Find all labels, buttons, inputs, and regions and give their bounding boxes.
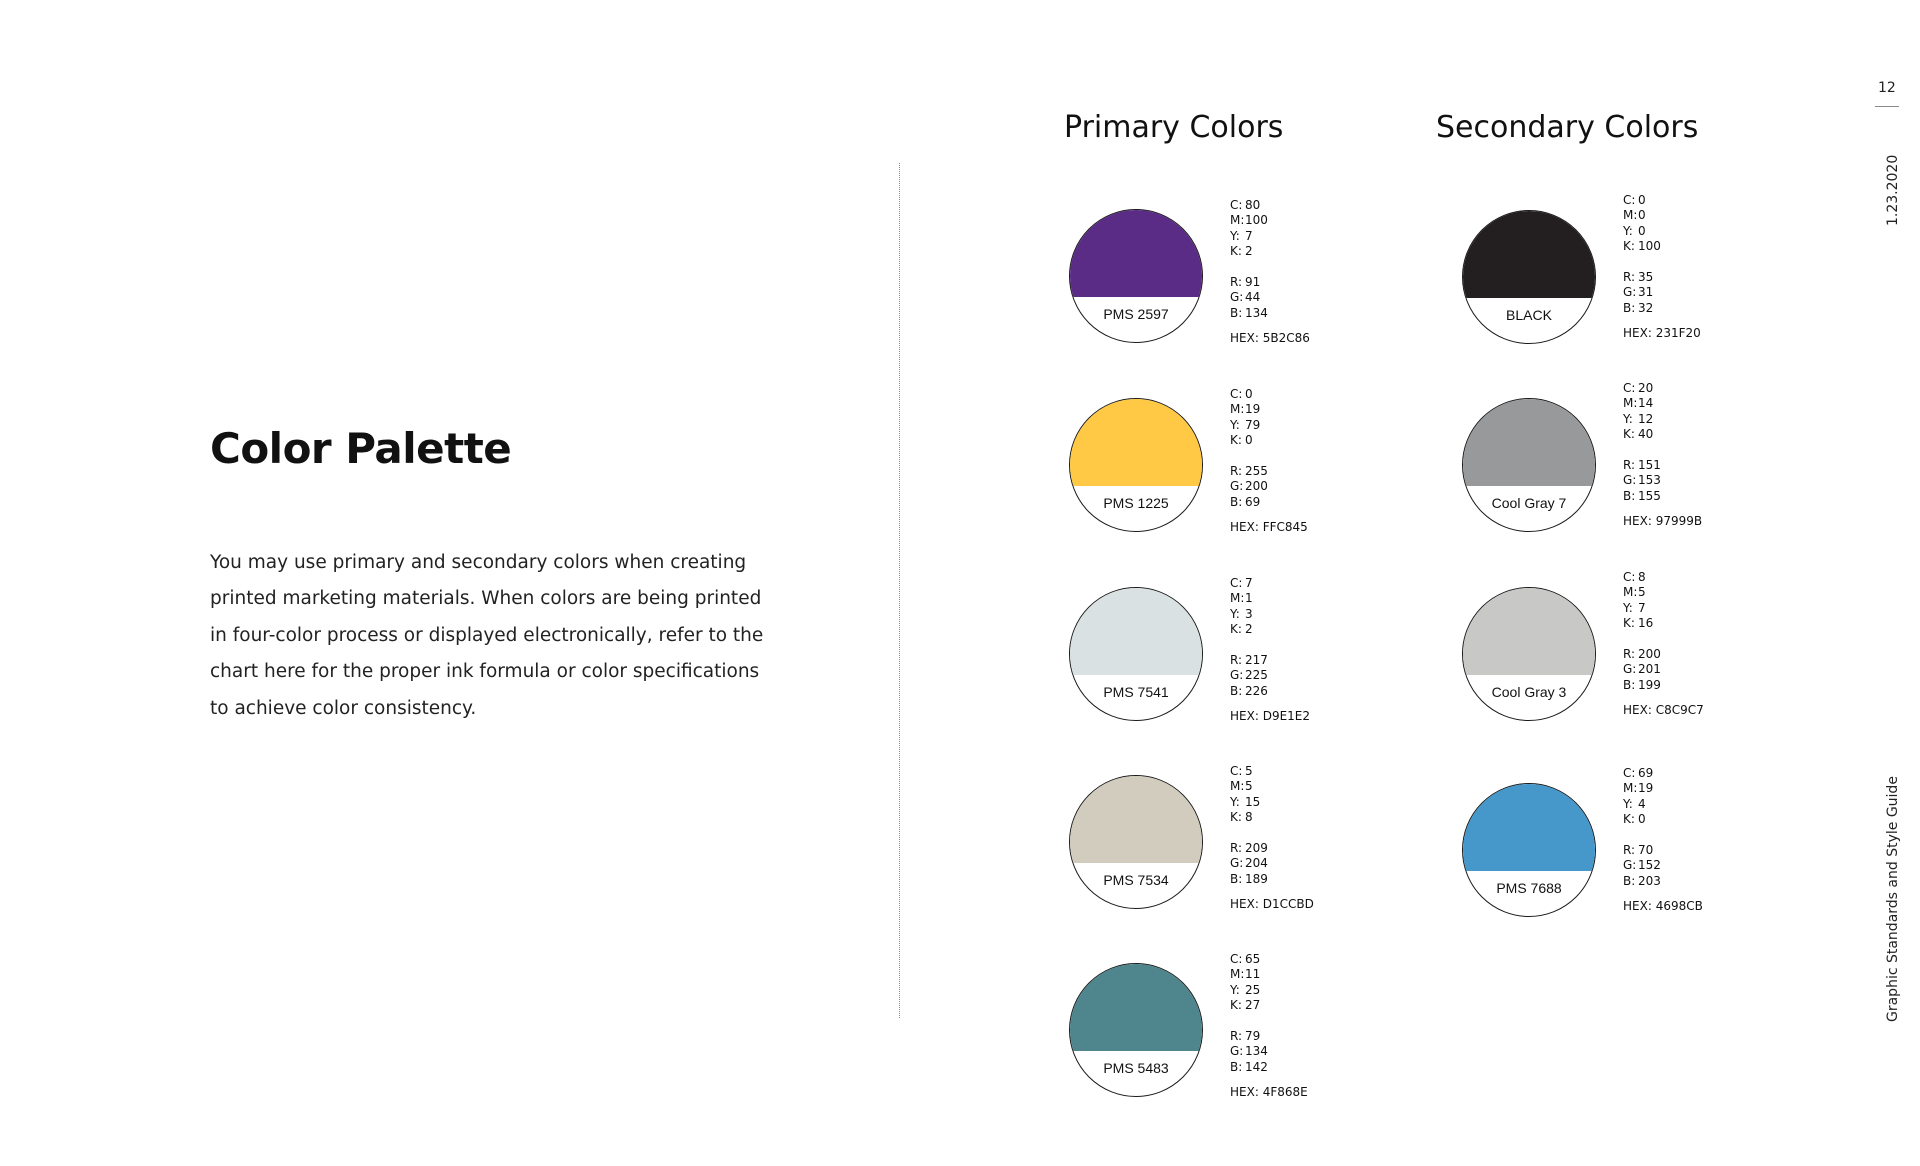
swatch-name-label: PMS 1225 — [1103, 495, 1169, 511]
swatch-name-label: BLACK — [1506, 307, 1552, 323]
spec-y-key: Y: — [1623, 600, 1633, 615]
spec-b-line — [1623, 874, 1773, 889]
spec-hex-line — [1230, 897, 1380, 912]
spec-g-line — [1623, 858, 1773, 873]
spec-k-key: K: — [1623, 238, 1635, 253]
spec-y-line — [1230, 983, 1380, 998]
spec-m-line — [1230, 779, 1380, 794]
spec-hex-line — [1230, 1085, 1380, 1100]
spec-c-key: C: — [1230, 764, 1243, 778]
spec-m-value: 0 — [1638, 208, 1646, 223]
spec-y-key: Y: — [1230, 417, 1240, 432]
spec-y-line — [1623, 797, 1773, 812]
page-title: Color Palette — [210, 424, 512, 473]
spec-r-line — [1230, 1029, 1380, 1044]
spec-y-value: 4 — [1638, 796, 1646, 811]
spec-b-line — [1230, 872, 1380, 887]
spec-spacer — [1623, 442, 1773, 458]
spec-c-line — [1230, 198, 1380, 213]
spec-hex-value: 231F20 — [1655, 326, 1701, 341]
color-swatch-block — [1069, 387, 1379, 567]
spec-c-key: C: — [1230, 198, 1243, 212]
spec-c-line — [1623, 570, 1773, 585]
spec-m-line — [1230, 402, 1380, 417]
spec-c-key: C: — [1230, 387, 1243, 401]
spec-r-line — [1230, 464, 1380, 479]
spec-hex-value: C8C9C7 — [1655, 703, 1704, 718]
document-title: Graphic Standards and Style Guide — [1885, 776, 1901, 1022]
color-specs — [1623, 193, 1773, 341]
spec-c-value: 5 — [1245, 764, 1253, 778]
spec-k-key: K: — [1230, 432, 1242, 447]
spec-k-key: K: — [1623, 426, 1635, 441]
spec-y-value: 3 — [1245, 606, 1253, 621]
spec-spacer — [1623, 631, 1773, 647]
spec-g-line — [1230, 290, 1380, 305]
spec-r-value: 35 — [1638, 270, 1654, 285]
color-swatch-fill — [1463, 211, 1595, 298]
spec-m-key: M: — [1230, 402, 1245, 417]
spec-spacer — [1230, 699, 1380, 709]
spec-hex-line — [1623, 326, 1773, 341]
spec-y-line — [1230, 607, 1380, 622]
spec-m-line — [1623, 781, 1773, 796]
spec-c-line — [1623, 193, 1773, 208]
spec-m-value: 14 — [1638, 396, 1654, 411]
spec-m-line — [1230, 591, 1380, 606]
spec-r-value: 79 — [1245, 1029, 1261, 1044]
spec-m-key: M: — [1230, 967, 1245, 982]
color-swatch-circle — [1069, 587, 1203, 721]
spec-c-line — [1230, 387, 1380, 402]
page-intro-text: You may use primary and secondary colors when creating printed marketing materials. When colors are being printed in four-color process or displayed electronically, refer to the chart here for the proper ink formula or color specifications to achieve color consistency. — [210, 551, 764, 719]
spec-k-line — [1623, 239, 1773, 254]
spec-y-value: 0 — [1638, 223, 1646, 238]
spec-c-value: 80 — [1245, 198, 1261, 212]
spec-r-line — [1623, 843, 1773, 858]
spec-spacer — [1230, 510, 1380, 520]
spec-k-value: 0 — [1245, 432, 1253, 447]
spec-spacer — [1230, 448, 1380, 464]
spec-g-key: G: — [1623, 473, 1637, 488]
spec-spacer — [1623, 504, 1773, 514]
spec-g-value: 134 — [1245, 1044, 1268, 1059]
spec-k-line — [1623, 812, 1773, 827]
color-swatch-circle — [1069, 963, 1203, 1097]
color-swatch-circle — [1069, 209, 1203, 343]
color-swatch-block — [1069, 198, 1379, 378]
swatch-name-label: PMS 7534 — [1103, 872, 1169, 888]
swatch-name-label: PMS 7688 — [1496, 880, 1562, 896]
spec-y-value: 7 — [1245, 228, 1253, 243]
spec-m-key: M: — [1230, 213, 1245, 228]
spec-b-value: 32 — [1638, 300, 1654, 315]
spec-y-line — [1230, 795, 1380, 810]
spec-hex-key: HEX: — [1230, 520, 1259, 535]
spec-y-line — [1623, 412, 1773, 427]
spec-hex-line — [1623, 514, 1773, 529]
spec-r-value: 151 — [1638, 458, 1661, 473]
spec-c-value: 20 — [1638, 381, 1654, 395]
spec-m-value: 5 — [1638, 585, 1646, 600]
color-swatch-block — [1069, 952, 1379, 1132]
spec-g-value: 31 — [1638, 285, 1654, 300]
spec-g-value: 200 — [1245, 479, 1268, 494]
spec-c-key: C: — [1230, 576, 1243, 590]
spec-c-line — [1230, 952, 1380, 967]
spec-r-value: 91 — [1245, 275, 1261, 290]
spec-k-line — [1230, 998, 1380, 1013]
spec-spacer — [1230, 637, 1380, 653]
spec-g-key: G: — [1230, 856, 1244, 871]
spec-k-key: K: — [1230, 621, 1242, 636]
spec-b-value: 203 — [1638, 873, 1661, 888]
spec-b-value: 69 — [1245, 494, 1261, 509]
spec-hex-key: HEX: — [1623, 514, 1652, 529]
spec-g-value: 44 — [1245, 290, 1261, 305]
spec-c-value: 7 — [1245, 576, 1253, 590]
spec-m-value: 5 — [1245, 779, 1253, 794]
page-number-rule — [1875, 106, 1899, 107]
spec-c-value: 65 — [1245, 952, 1261, 966]
spec-hex-key: HEX: — [1230, 1085, 1259, 1100]
spec-hex-value: D1CCBD — [1262, 897, 1314, 912]
color-swatch-fill — [1070, 210, 1202, 297]
spec-b-line — [1230, 684, 1380, 699]
document-date: 1.23.2020 — [1885, 154, 1901, 226]
spec-c-line — [1623, 381, 1773, 396]
spec-g-key: G: — [1623, 662, 1637, 677]
spec-spacer — [1623, 254, 1773, 270]
color-specs — [1230, 952, 1380, 1100]
spec-k-value: 0 — [1638, 811, 1646, 826]
spec-hex-line — [1230, 331, 1380, 346]
spec-r-value: 255 — [1245, 464, 1268, 479]
spec-k-key: K: — [1230, 243, 1242, 258]
spec-y-key: Y: — [1623, 223, 1633, 238]
color-swatch-block — [1069, 576, 1379, 756]
color-swatch-block — [1462, 570, 1772, 750]
spec-g-line — [1623, 285, 1773, 300]
spec-m-line — [1623, 396, 1773, 411]
color-swatch-fill — [1070, 588, 1202, 675]
spec-spacer — [1230, 1075, 1380, 1085]
color-swatch-circle — [1462, 210, 1596, 344]
spec-hex-value: D9E1E2 — [1262, 709, 1311, 724]
spec-r-value: 209 — [1245, 841, 1268, 856]
spec-k-line — [1230, 810, 1380, 825]
spec-m-key: M: — [1623, 585, 1638, 600]
color-specs — [1230, 387, 1380, 535]
color-specs — [1230, 764, 1380, 912]
color-swatch-circle — [1069, 398, 1203, 532]
spec-c-key: C: — [1230, 952, 1243, 966]
spec-y-key: Y: — [1230, 794, 1240, 809]
spec-b-key: B: — [1230, 871, 1243, 886]
spec-m-line — [1623, 585, 1773, 600]
spec-hex-line — [1623, 703, 1773, 718]
spec-b-value: 155 — [1638, 488, 1661, 503]
spec-b-line — [1623, 678, 1773, 693]
spec-m-value: 100 — [1245, 213, 1268, 228]
color-swatch-circle — [1069, 775, 1203, 909]
spec-b-key: B: — [1623, 677, 1636, 692]
spec-b-line — [1623, 489, 1773, 504]
color-swatch-fill — [1463, 784, 1595, 871]
spec-k-value: 40 — [1638, 426, 1654, 441]
color-swatch-circle — [1462, 783, 1596, 917]
spec-k-line — [1230, 244, 1380, 259]
swatch-name-label: PMS 7541 — [1103, 684, 1169, 700]
spec-b-value: 134 — [1245, 305, 1268, 320]
spec-r-key: R: — [1623, 458, 1636, 473]
spec-k-key: K: — [1230, 809, 1242, 824]
spec-spacer — [1623, 316, 1773, 326]
spec-k-key: K: — [1230, 997, 1242, 1012]
spec-b-key: B: — [1623, 300, 1636, 315]
spec-k-value: 16 — [1638, 615, 1654, 630]
spec-g-line — [1623, 662, 1773, 677]
spec-g-key: G: — [1230, 668, 1244, 683]
spec-g-value: 204 — [1245, 856, 1268, 871]
spec-c-value: 0 — [1638, 193, 1646, 207]
spec-m-key: M: — [1623, 208, 1638, 223]
spec-k-line — [1623, 427, 1773, 442]
color-swatch-block — [1462, 766, 1772, 946]
spec-c-value: 8 — [1638, 570, 1646, 584]
spec-hex-value: 4698CB — [1655, 899, 1703, 914]
spec-g-value: 153 — [1638, 473, 1661, 488]
spec-m-line — [1623, 208, 1773, 223]
page-number: 12 — [1878, 80, 1896, 96]
spec-y-value: 7 — [1638, 600, 1646, 615]
spec-r-line — [1230, 275, 1380, 290]
color-specs — [1230, 576, 1380, 724]
spec-m-line — [1230, 213, 1380, 228]
spec-c-line — [1230, 576, 1380, 591]
spec-c-key: C: — [1623, 766, 1636, 780]
spec-y-key: Y: — [1230, 982, 1240, 997]
spec-b-line — [1230, 306, 1380, 321]
spec-g-key: G: — [1230, 290, 1244, 305]
spec-hex-key: HEX: — [1230, 709, 1259, 724]
spec-hex-key: HEX: — [1623, 326, 1652, 341]
color-swatch-fill — [1463, 588, 1595, 675]
spec-b-line — [1230, 1060, 1380, 1075]
color-swatch-fill — [1463, 399, 1595, 486]
spec-y-key: Y: — [1230, 228, 1240, 243]
spec-m-value: 11 — [1245, 967, 1261, 982]
spec-spacer — [1623, 693, 1773, 703]
spec-hex-key: HEX: — [1230, 897, 1259, 912]
color-swatch-block — [1462, 193, 1772, 373]
spec-g-line — [1230, 856, 1380, 871]
spec-g-line — [1623, 473, 1773, 488]
spec-y-line — [1230, 229, 1380, 244]
spec-k-key: K: — [1623, 811, 1635, 826]
spec-c-value: 69 — [1638, 766, 1654, 780]
spec-c-key: C: — [1623, 381, 1636, 395]
spec-r-value: 217 — [1245, 653, 1268, 668]
spec-c-line — [1230, 764, 1380, 779]
spec-g-line — [1230, 479, 1380, 494]
spec-r-line — [1230, 653, 1380, 668]
spec-r-key: R: — [1230, 653, 1243, 668]
spec-b-value: 199 — [1638, 677, 1661, 692]
spec-g-value: 152 — [1638, 858, 1661, 873]
spec-m-key: M: — [1230, 779, 1245, 794]
color-swatch-block — [1462, 381, 1772, 561]
spec-k-value: 8 — [1245, 809, 1253, 824]
spec-y-value: 12 — [1638, 411, 1654, 426]
spec-m-value: 19 — [1638, 781, 1654, 796]
color-swatch-fill — [1070, 776, 1202, 863]
spec-r-line — [1230, 841, 1380, 856]
spec-k-value: 2 — [1245, 243, 1253, 258]
secondary-colors-heading: Secondary Colors — [1436, 110, 1699, 145]
spec-k-line — [1230, 622, 1380, 637]
color-specs — [1230, 198, 1380, 346]
spec-g-key: G: — [1230, 1044, 1244, 1059]
spec-hex-line — [1623, 899, 1773, 914]
spec-m-key: M: — [1623, 396, 1638, 411]
spec-r-value: 70 — [1638, 843, 1654, 858]
spec-b-line — [1623, 301, 1773, 316]
spec-y-line — [1623, 601, 1773, 616]
color-specs — [1623, 570, 1773, 718]
spec-spacer — [1230, 887, 1380, 897]
spec-spacer — [1230, 259, 1380, 275]
spec-y-key: Y: — [1230, 606, 1240, 621]
primary-colors-heading: Primary Colors — [1064, 110, 1284, 145]
spec-m-value: 19 — [1245, 402, 1261, 417]
color-swatch-circle — [1462, 398, 1596, 532]
spec-k-value: 27 — [1245, 997, 1261, 1012]
spec-b-value: 189 — [1245, 871, 1268, 886]
spec-y-value: 15 — [1245, 794, 1261, 809]
swatch-name-label: PMS 2597 — [1103, 306, 1169, 322]
spec-k-value: 100 — [1638, 238, 1661, 253]
spec-b-key: B: — [1230, 1059, 1243, 1074]
color-swatch-block — [1069, 764, 1379, 944]
spec-m-line — [1230, 967, 1380, 982]
spec-k-key: K: — [1623, 615, 1635, 630]
spec-r-key: R: — [1230, 275, 1243, 290]
spec-k-line — [1230, 433, 1380, 448]
spec-hex-key: HEX: — [1623, 703, 1652, 718]
spec-hex-key: HEX: — [1230, 331, 1259, 346]
spec-g-key: G: — [1623, 858, 1637, 873]
spec-r-key: R: — [1623, 647, 1636, 662]
spec-r-key: R: — [1230, 1029, 1243, 1044]
spec-g-line — [1230, 668, 1380, 683]
spec-b-value: 142 — [1245, 1059, 1268, 1074]
spec-y-line — [1623, 224, 1773, 239]
spec-hex-line — [1230, 709, 1380, 724]
color-swatch-circle — [1462, 587, 1596, 721]
spec-r-key: R: — [1230, 841, 1243, 856]
spec-y-value: 79 — [1245, 417, 1261, 432]
spec-b-line — [1230, 495, 1380, 510]
spec-spacer — [1230, 1013, 1380, 1029]
spec-r-line — [1623, 458, 1773, 473]
spec-hex-value: 97999B — [1655, 514, 1703, 529]
color-swatch-fill — [1070, 399, 1202, 486]
spec-r-key: R: — [1623, 843, 1636, 858]
spec-hex-key: HEX: — [1623, 899, 1652, 914]
spec-r-key: R: — [1230, 464, 1243, 479]
spec-c-key: C: — [1623, 193, 1636, 207]
spec-g-key: G: — [1623, 285, 1637, 300]
spec-m-key: M: — [1230, 591, 1245, 606]
spec-y-value: 25 — [1245, 982, 1261, 997]
spec-r-key: R: — [1623, 270, 1636, 285]
spec-hex-value: 4F868E — [1262, 1085, 1308, 1100]
spec-b-key: B: — [1623, 488, 1636, 503]
spec-spacer — [1623, 889, 1773, 899]
dotted-divider — [899, 163, 900, 1018]
spec-b-key: B: — [1230, 494, 1243, 509]
spec-c-value: 0 — [1245, 387, 1253, 401]
swatch-name-label: PMS 5483 — [1103, 1060, 1169, 1076]
spec-m-key: M: — [1623, 781, 1638, 796]
swatch-name-label: Cool Gray 3 — [1491, 684, 1567, 700]
spec-spacer — [1623, 827, 1773, 843]
color-specs — [1623, 766, 1773, 914]
spec-g-value: 225 — [1245, 668, 1268, 683]
spec-spacer — [1230, 321, 1380, 331]
spec-k-line — [1623, 616, 1773, 631]
spec-y-line — [1230, 418, 1380, 433]
spec-spacer — [1230, 825, 1380, 841]
spec-c-line — [1623, 766, 1773, 781]
spec-g-value: 201 — [1638, 662, 1661, 677]
spec-hex-value: 5B2C86 — [1262, 331, 1310, 346]
spec-g-key: G: — [1230, 479, 1244, 494]
swatch-name-label: Cool Gray 7 — [1491, 495, 1567, 511]
spec-r-line — [1623, 647, 1773, 662]
color-swatch-fill — [1070, 964, 1202, 1051]
spec-k-value: 2 — [1245, 621, 1253, 636]
spec-b-key: B: — [1230, 305, 1243, 320]
spec-b-key: B: — [1230, 683, 1243, 698]
color-specs — [1623, 381, 1773, 529]
spec-m-value: 1 — [1245, 591, 1253, 606]
spec-g-line — [1230, 1044, 1380, 1059]
spec-c-key: C: — [1623, 570, 1636, 584]
spec-b-key: B: — [1623, 873, 1636, 888]
spec-y-key: Y: — [1623, 796, 1633, 811]
spec-y-key: Y: — [1623, 411, 1633, 426]
spec-r-line — [1623, 270, 1773, 285]
spec-hex-value: FFC845 — [1262, 520, 1308, 535]
spec-b-value: 226 — [1245, 683, 1268, 698]
spec-hex-line — [1230, 520, 1380, 535]
spec-r-value: 200 — [1638, 647, 1661, 662]
